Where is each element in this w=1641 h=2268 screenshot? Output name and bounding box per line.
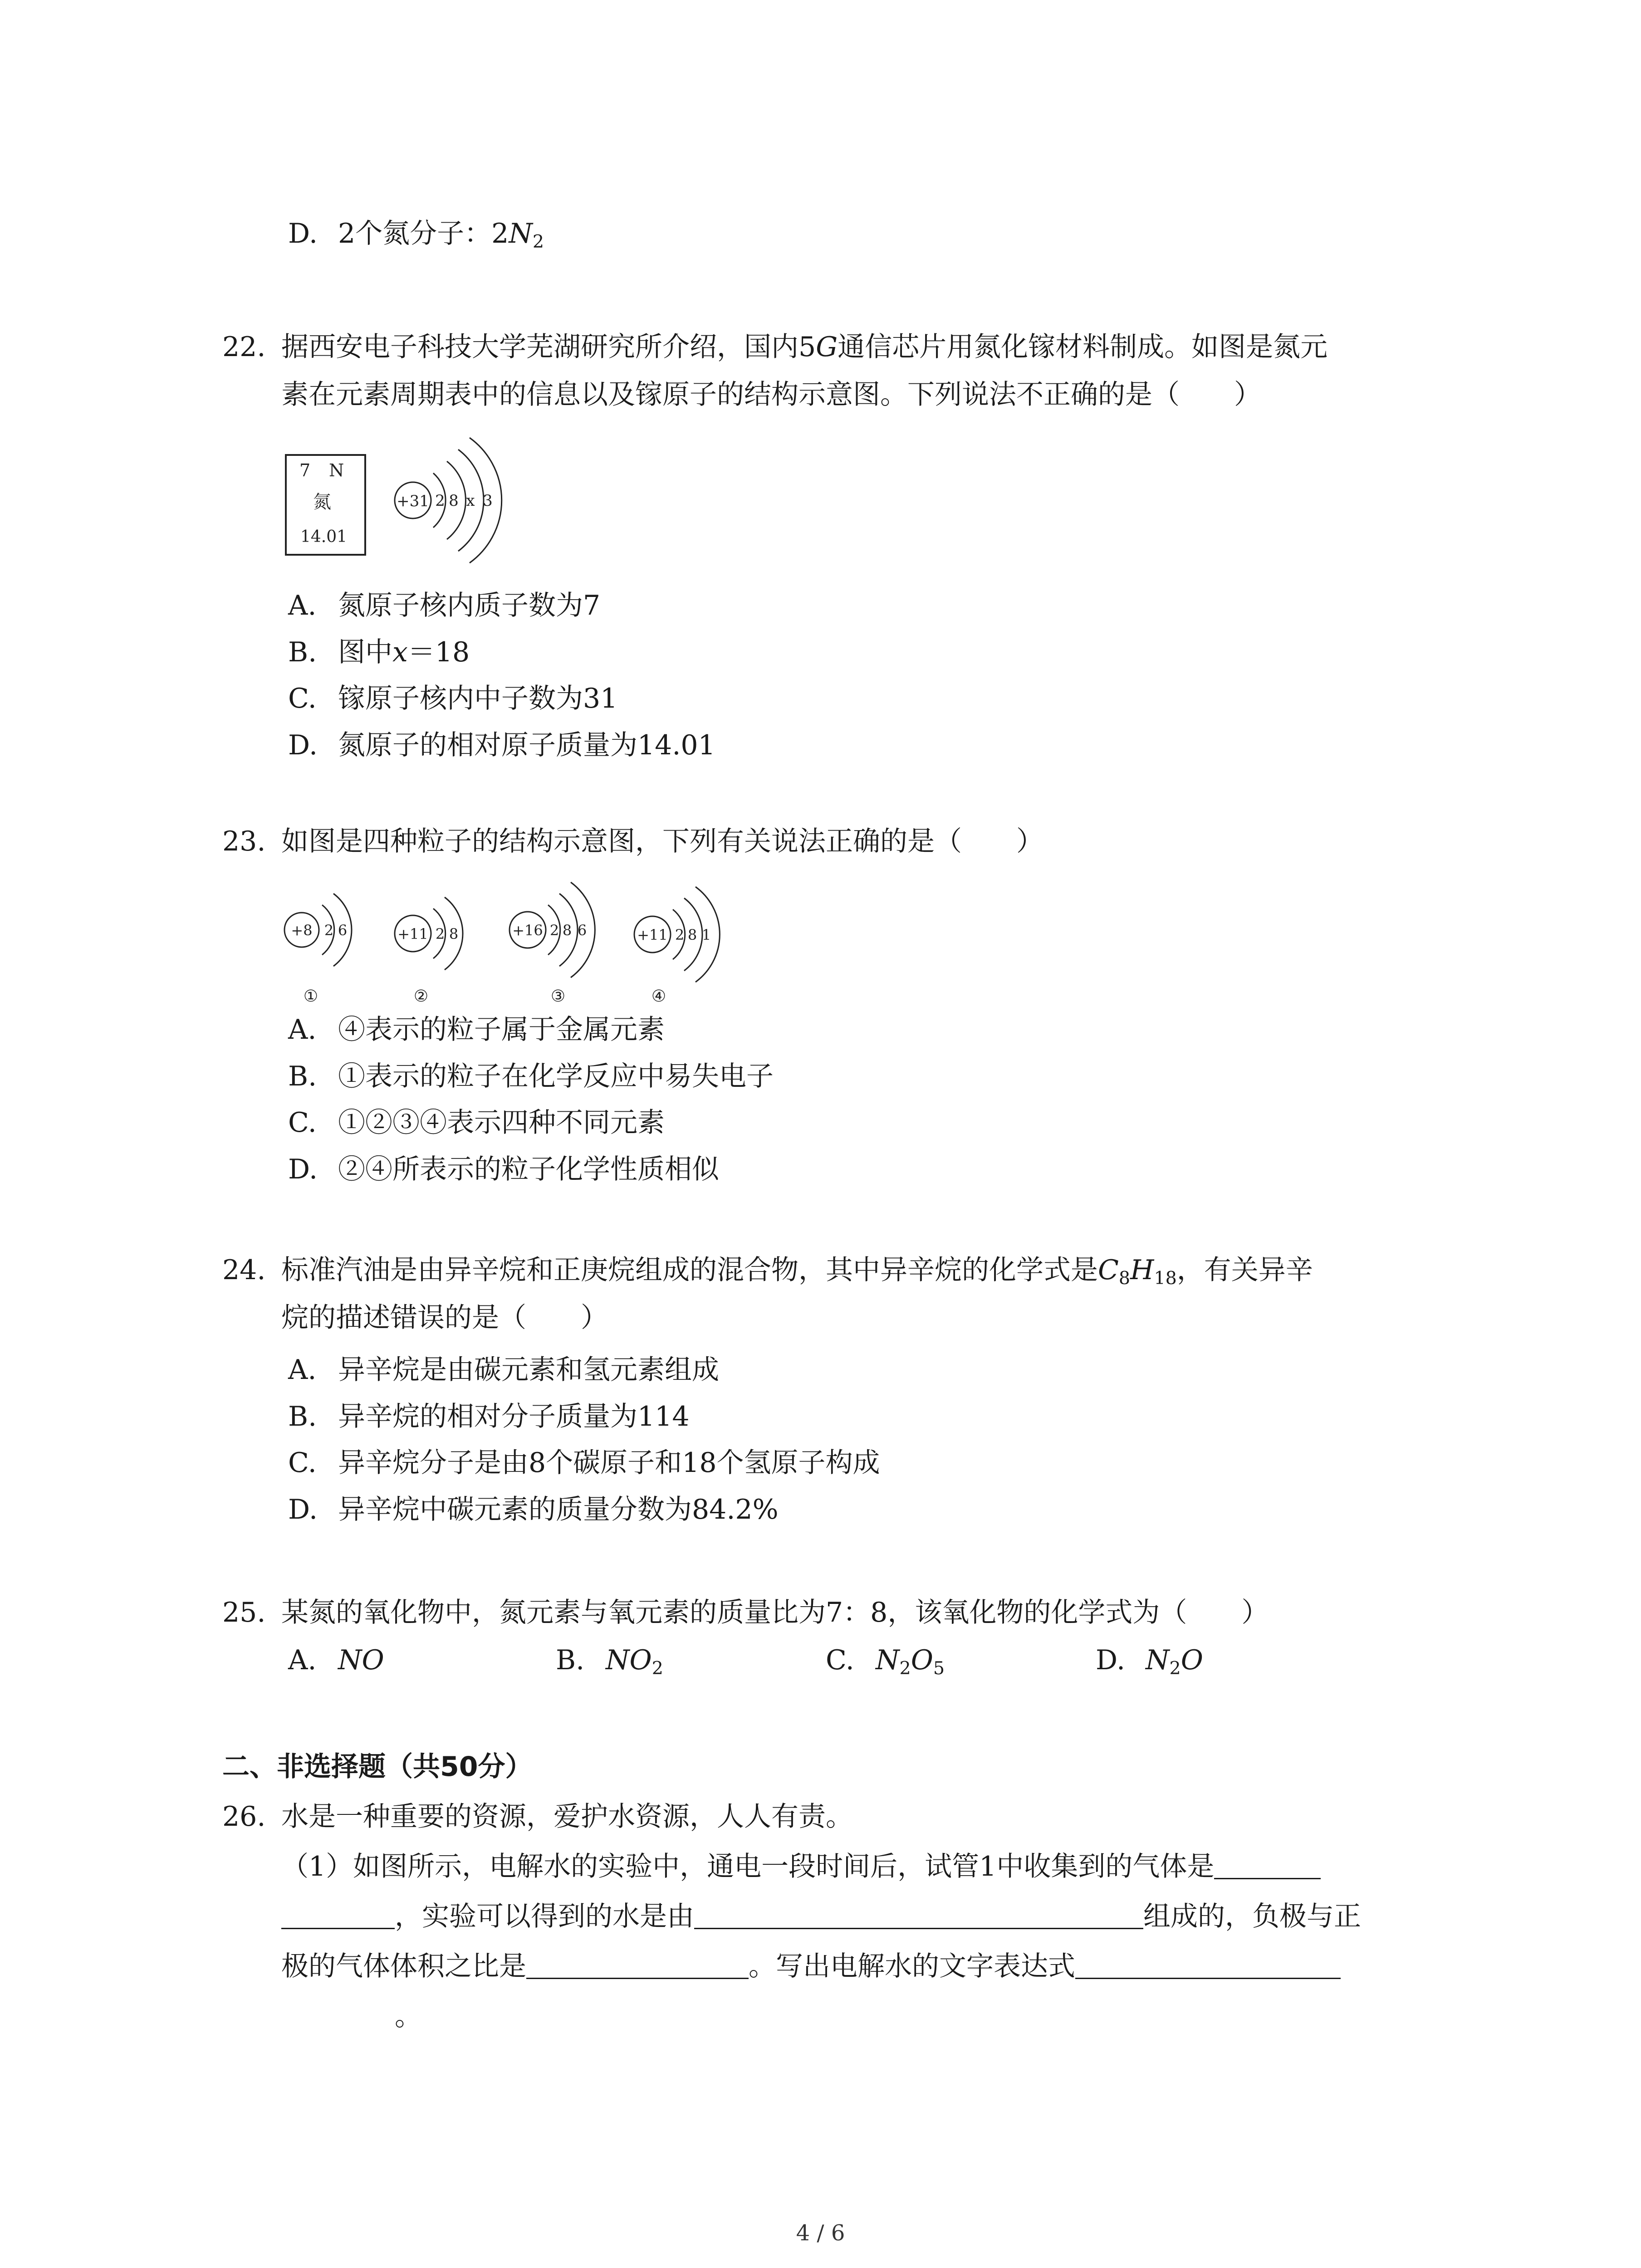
option-text: 异辛烷中碳元素的质量分数为84.2% xyxy=(338,1494,779,1525)
option-text: ②④所表示的粒子化学性质相似 xyxy=(338,1154,719,1185)
option-text: 异辛烷是由碳元素和氢元素组成 xyxy=(338,1354,719,1386)
q22-option-b xyxy=(288,632,470,673)
q24-option-b xyxy=(288,1396,690,1437)
page-number: 4 / 6 xyxy=(796,2220,845,2246)
option-letter: A. xyxy=(288,590,317,621)
question-number-25: 25. xyxy=(222,1597,266,1628)
q22-option-c xyxy=(288,678,617,719)
option-letter: A. xyxy=(288,1644,317,1676)
answer-blank-1[interactable] xyxy=(1214,1850,1321,1879)
option-text: ①②③④表示四种不同元素 xyxy=(338,1107,665,1139)
nucleus-charge: +31 xyxy=(397,492,429,510)
formula-h-sub: 18 xyxy=(1154,1268,1177,1289)
shell-count: 1 xyxy=(701,926,711,943)
shell-1-count: 2 xyxy=(435,492,445,510)
q26-part1-text: ，实验可以得到的水是由 xyxy=(395,1901,694,1932)
q25-option-c xyxy=(826,1640,945,1681)
option-letter: D. xyxy=(288,218,318,249)
formula-sub: 2 xyxy=(532,231,544,253)
q26-part1-text: 。写出电解水的文字表达式 xyxy=(749,1950,1075,1982)
element-number: 7 xyxy=(299,460,311,480)
element-name: 氮 xyxy=(313,492,331,513)
q23-option-b xyxy=(288,1056,774,1097)
formula-part: N xyxy=(876,1644,900,1676)
shell-count: 8 xyxy=(562,922,572,939)
answer-blank-3[interactable] xyxy=(526,1950,749,1979)
option-letter: C. xyxy=(288,1107,317,1139)
q26-stem: 水是一种重要的资源，爱护水资源，人人有责。 xyxy=(281,1801,853,1833)
shell-3-count: x xyxy=(466,492,475,510)
q22-stem-text-b: 通信芯片用氮化镓材料制成。如图是氮元 xyxy=(838,331,1328,363)
option-text: ④表示的粒子属于金属元素 xyxy=(338,1014,665,1046)
q26-part1-line1 xyxy=(281,1846,1321,1887)
option-letter: A. xyxy=(288,1354,317,1386)
q24-stem-text: 标准汽油是由异辛烷和正庚烷组成的混合物，其中异辛烷的化学式是 xyxy=(281,1254,1098,1286)
shell-count: 2 xyxy=(435,925,445,943)
formula-sub: 5 xyxy=(933,1658,945,1679)
shell-count: 8 xyxy=(687,926,697,943)
q22-figure xyxy=(272,420,526,569)
q22-stem-line1 xyxy=(281,327,1327,367)
option-text: 镓原子核内中子数为31 xyxy=(338,683,618,714)
q26-part1-text: 极的气体体积之比是 xyxy=(281,1950,526,1982)
particle-2-diagram xyxy=(395,897,463,1006)
q25-option-b xyxy=(556,1640,663,1681)
option-letter: D. xyxy=(288,1154,318,1185)
q22-stem-text-a: 据西安电子科技大学芜湖研究所介绍，国内5 xyxy=(281,331,816,363)
q24-option-a xyxy=(288,1349,719,1390)
question-number-23: 23. xyxy=(222,826,266,857)
option-text-b: ＝18 xyxy=(407,636,470,668)
question-number-22: 22. xyxy=(222,331,266,363)
q22-stem-var: G xyxy=(816,331,838,363)
option-letter: C. xyxy=(826,1644,854,1676)
option-letter: D. xyxy=(288,1494,318,1525)
option-text: 2个氮分子：2 xyxy=(338,218,509,249)
q23-option-a xyxy=(288,1009,665,1050)
answer-blank-4[interactable] xyxy=(1075,1950,1341,1979)
q25-option-a xyxy=(288,1640,384,1681)
nucleus-charge: +11 xyxy=(637,926,668,943)
answer-blank-2[interactable] xyxy=(694,1900,1143,1929)
formula-sub: 2 xyxy=(899,1658,911,1679)
option-letter: B. xyxy=(288,636,317,668)
option-text: 异辛烷分子是由8个碳原子和18个氢原子构成 xyxy=(338,1447,880,1479)
q23-figure xyxy=(277,866,753,1016)
element-symbol: N xyxy=(329,460,344,480)
particle-label: ④ xyxy=(651,987,666,1006)
option-letter: D. xyxy=(288,729,318,761)
q26-part1-text: （1）如图所示，电解水的实验中，通电一段时间后，试管1中收集到的气体是 xyxy=(281,1851,1215,1882)
q22-option-a xyxy=(288,585,600,626)
formula-part: NO xyxy=(338,1644,384,1676)
option-letter: D. xyxy=(1096,1644,1126,1676)
option-letter: B. xyxy=(556,1644,585,1676)
shell-count: 6 xyxy=(577,922,587,939)
q21-option-d xyxy=(288,213,544,254)
option-letter: A. xyxy=(288,1014,317,1046)
q22-option-d xyxy=(288,725,715,766)
formula-part: O xyxy=(1181,1644,1203,1676)
formula-c: C xyxy=(1098,1254,1119,1286)
particle-label: ① xyxy=(303,987,318,1006)
q24-option-d xyxy=(288,1489,779,1530)
q23-option-d xyxy=(288,1149,719,1190)
question-number-24: 24. xyxy=(222,1254,266,1286)
formula-part: NO xyxy=(606,1644,652,1676)
formula-n: N xyxy=(509,218,533,249)
nucleus-charge: +11 xyxy=(397,925,428,943)
option-letter: C. xyxy=(288,683,317,714)
q24-stem-line1 xyxy=(281,1250,1313,1290)
q26-part1-line3 xyxy=(281,1946,1341,1987)
q23-stem: 如图是四种粒子的结构示意图，下列有关说法正确的是（ ） xyxy=(281,826,1043,857)
formula-part: O xyxy=(911,1644,933,1676)
q26-part1-line2 xyxy=(281,1896,1361,1937)
q23-option-c xyxy=(288,1102,665,1143)
option-letter: C. xyxy=(288,1447,317,1479)
q25-option-d xyxy=(1096,1640,1203,1681)
shell-2-count: 8 xyxy=(449,492,459,510)
formula-h: H xyxy=(1130,1254,1154,1286)
option-var: x xyxy=(392,636,408,668)
answer-blank-1-cont[interactable] xyxy=(281,1900,395,1929)
q24-stem-tail: ，有关异辛 xyxy=(1176,1254,1313,1286)
particle-label: ② xyxy=(413,987,429,1006)
formula-sub: 2 xyxy=(1169,1658,1181,1679)
option-text: 氮原子的相对原子质量为14.01 xyxy=(338,729,715,761)
q25-stem: 某氮的氧化物中，氮元素与氧元素的质量比为7：8，该氧化物的化学式为（ ） xyxy=(281,1597,1269,1628)
q24-stem-line2: 烷的描述错误的是（ ） xyxy=(281,1302,608,1334)
q22-stem-line2: 素在元素周期表中的信息以及镓原子的结构示意图。下列说法不正确的是（ ） xyxy=(281,379,1261,411)
shell-count: 2 xyxy=(549,922,559,939)
nucleus-charge: +16 xyxy=(512,922,543,939)
formula-part: N xyxy=(1146,1644,1170,1676)
question-number-26: 26. xyxy=(222,1801,266,1833)
formula-sub: 2 xyxy=(652,1658,663,1679)
option-text: ①表示的粒子在化学反应中易失电子 xyxy=(338,1061,774,1092)
section-title: 二、非选择题（共50分） xyxy=(222,1751,533,1783)
option-text: 氮原子核内质子数为7 xyxy=(338,590,601,621)
shell-count: 8 xyxy=(449,925,459,943)
shell-count: 6 xyxy=(338,922,348,939)
element-mass: 14.01 xyxy=(300,528,348,546)
shell-count: 2 xyxy=(675,926,685,943)
particle-1-diagram xyxy=(284,894,352,1006)
option-text: 异辛烷的相对分子质量为114 xyxy=(338,1401,690,1432)
shell-count: 2 xyxy=(324,922,334,939)
gallium-atom-diagram xyxy=(395,438,502,563)
q26-part1-line4: 。 xyxy=(395,2000,422,2032)
element-cell xyxy=(286,455,365,555)
option-letter: B. xyxy=(288,1061,317,1092)
nucleus-charge: +8 xyxy=(291,922,313,939)
formula-c-sub: 8 xyxy=(1118,1268,1131,1289)
q24-option-c xyxy=(288,1442,880,1483)
particle-4-diagram xyxy=(634,887,720,1006)
shell-4-count: 3 xyxy=(483,492,493,510)
option-text-a: 图中 xyxy=(338,636,392,668)
particle-label: ③ xyxy=(550,987,566,1006)
q26-part1-text: 组成的，负极与正 xyxy=(1143,1901,1361,1932)
option-letter: B. xyxy=(288,1401,317,1432)
particle-3-diagram xyxy=(509,882,595,1006)
